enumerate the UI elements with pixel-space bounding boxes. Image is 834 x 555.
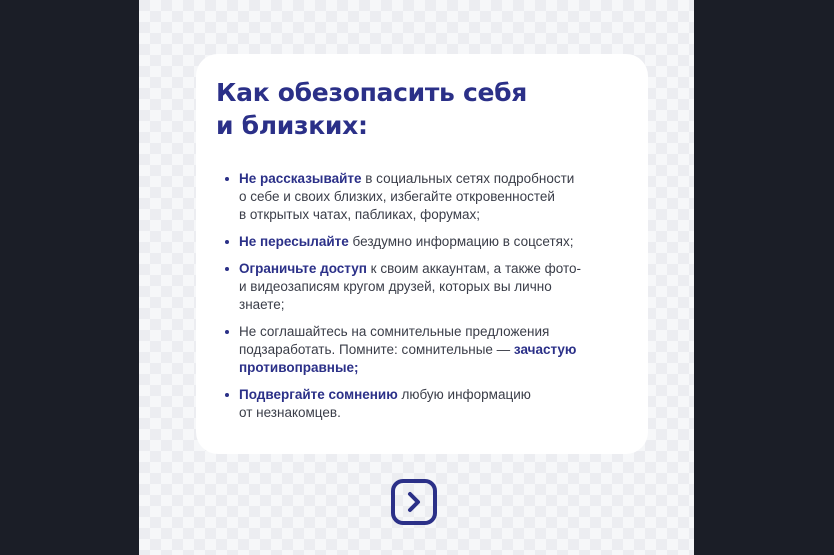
bullet-dot — [225, 393, 229, 397]
tip-1-text-line-3: в открытых чатах, пабликах, форумах; — [239, 207, 481, 222]
bullet-dot — [225, 330, 229, 334]
tip-item-4 — [216, 323, 628, 377]
tip-3-text-line-3: знаете; — [239, 297, 285, 312]
tips-card — [196, 54, 648, 454]
tip-item-3 — [216, 260, 628, 314]
tip-2-bold-lead: Не пересылайте — [239, 234, 349, 249]
bullet-dot — [225, 177, 229, 181]
tip-1-bold-lead: Не рассказывайте — [239, 171, 362, 186]
tip-item-2 — [216, 233, 628, 251]
tip-2-text: бездумно информацию в соцсетях; — [348, 234, 574, 249]
tip-1-text-line-2: о себе и своих близких, избегайте откровенностей — [239, 189, 555, 204]
tip-3-text-line-2: и видеозаписям кругом друзей, которых вы лично — [239, 279, 552, 294]
slide-panel — [139, 0, 694, 555]
card-title-line-2: и близких: — [216, 111, 368, 140]
tip-item-5 — [216, 386, 628, 422]
tips-list — [216, 170, 628, 422]
card-title-line-1: Как обезопасить себя — [216, 78, 528, 107]
tip-5-bold-lead: Подвергайте сомнению — [239, 387, 398, 402]
tip-3-text: к своим аккаунтам, а также фото- — [366, 261, 582, 276]
tip-5-text: любую информацию — [397, 387, 531, 402]
tip-4-text: Не соглашайтесь на сомнительные предложения — [239, 324, 550, 339]
tip-5-text-line-2: от незнакомцев. — [239, 405, 341, 420]
bullet-dot — [225, 240, 229, 244]
next-button[interactable] — [391, 479, 437, 525]
tip-3-bold-lead: Ограничьте доступ — [239, 261, 367, 276]
bullet-dot — [225, 267, 229, 271]
tip-1-text: в социальных сетях подробности — [361, 171, 575, 186]
tip-4-text-line-2: подзаработать. Помните: сомнительные — — [239, 342, 514, 357]
tip-4-bold-tail: зачастую — [513, 342, 577, 357]
tip-4-bold-tail-line-2: противоправные; — [239, 360, 359, 375]
tip-item-1 — [216, 170, 628, 224]
chevron-right-icon — [404, 491, 424, 513]
card-title — [216, 76, 536, 142]
